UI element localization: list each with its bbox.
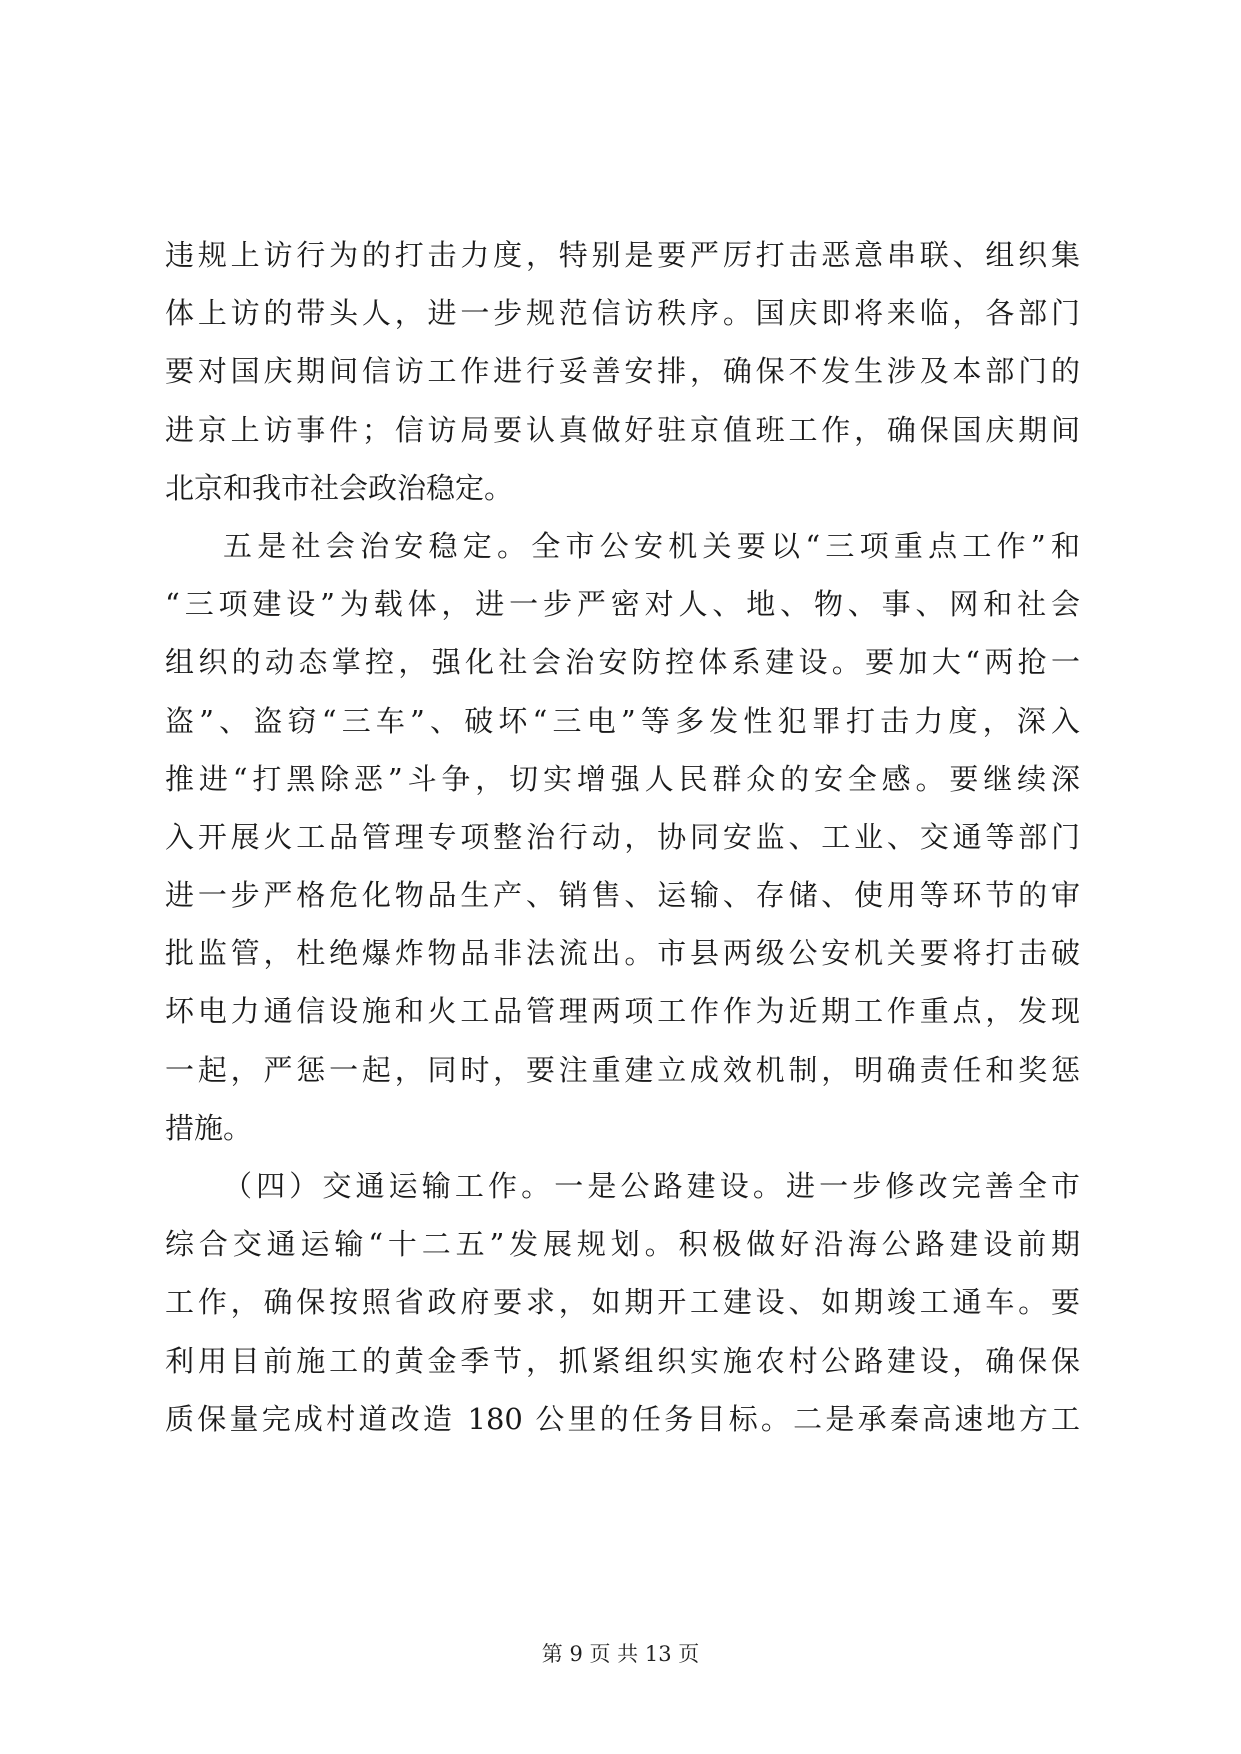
text-line: 北京和我市社会政治稳定。 xyxy=(165,470,514,505)
text-line: （四）交通运输工作。一是公路建设。进一步修改完善全市 xyxy=(223,1169,1080,1203)
text-line: 一起，严惩一起，同时，要注重建立成效机制，明确责任和奖惩 xyxy=(165,1052,1080,1087)
text-line: 利用目前施工的黄金季节，抓紧组织实施农村公路建设，确保保 xyxy=(165,1343,1080,1378)
text-line: “三项建设”为载体，进一步严密对人、地、物、事、网和社会 xyxy=(165,587,1080,622)
text-line: 措施。 xyxy=(165,1110,253,1145)
text-line: 五是社会治安稳定。全市公安机关要以“三项重点工作”和 xyxy=(223,528,1080,563)
text-line: 推进“打黑除恶”斗争，切实增强人民群众的安全感。要继续深 xyxy=(165,761,1080,796)
text-line: 进一步严格危化物品生产、销售、运输、存储、使用等环节的审 xyxy=(165,878,1080,913)
text-line: 综合交通运输“十二五”发展规划。积极做好沿海公路建设前期 xyxy=(165,1227,1080,1262)
text-line: 质保量完成村道改造 180 公里的任务目标。二是承秦高速地方工 xyxy=(165,1401,1080,1436)
document-body xyxy=(165,226,1080,1448)
text-line: 入开展火工品管理专项整治行动，协同安监、工业、交通等部门 xyxy=(165,819,1080,854)
text-line: 坏电力通信设施和火工品管理两项工作作为近期工作重点，发现 xyxy=(165,994,1080,1029)
text-line: 进京上访事件；信访局要认真做好驻京值班工作，确保国庆期间 xyxy=(165,412,1080,447)
text-line: 批监管，杜绝爆炸物品非法流出。市县两级公安机关要将打击破 xyxy=(165,936,1080,971)
page-footer: 第 9 页 共 13 页 xyxy=(541,1642,700,1666)
text-line: 盗”、盗窃“三车”、破坏“三电”等多发性犯罪打击力度，深入 xyxy=(165,703,1080,738)
text-line: 组织的动态掌控，强化社会治安防控体系建设。要加大“两抢一 xyxy=(165,645,1080,680)
text-line: 违规上访行为的打击力度，特别是要严厉打击恶意串联、组织集 xyxy=(165,238,1080,272)
text-line: 工作，确保按照省政府要求，如期开工建设、如期竣工通车。要 xyxy=(165,1285,1080,1320)
text-line: 体上访的带头人，进一步规范信访秩序。国庆即将来临，各部门 xyxy=(165,296,1080,331)
text-line: 要对国庆期间信访工作进行妥善安排，确保不发生涉及本部门的 xyxy=(165,354,1080,389)
